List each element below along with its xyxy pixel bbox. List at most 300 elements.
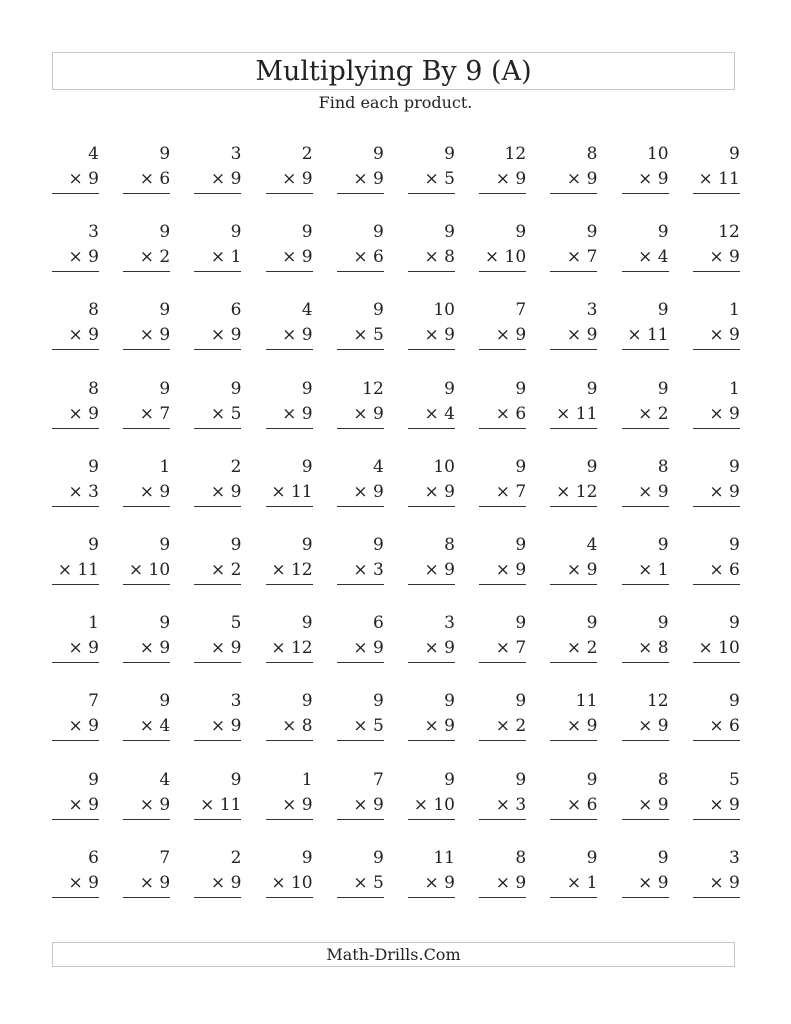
- answer-line: [194, 897, 241, 898]
- multiplicand: 8: [88, 300, 99, 321]
- multiplicand: 9: [586, 378, 598, 399]
- multiplicand: 9: [230, 222, 242, 243]
- multiplier: × 10: [271, 872, 313, 893]
- answer-line: [337, 819, 384, 820]
- multiplicand: 9: [372, 222, 384, 243]
- multiplier: × 9: [68, 872, 99, 893]
- multiplier: × 12: [271, 638, 313, 659]
- problem: [693, 537, 740, 597]
- problem: [479, 537, 526, 597]
- multiplier: × 2: [139, 247, 171, 268]
- multiplier: × 9: [139, 794, 171, 815]
- multiplier: × 8: [424, 247, 455, 268]
- multiplier: × 8: [638, 638, 669, 659]
- problem: [693, 302, 740, 362]
- answer-line: [550, 271, 597, 272]
- multiplicand: 9: [301, 691, 313, 712]
- problem: [622, 769, 669, 832]
- multiplicand: 3: [728, 847, 740, 868]
- answer-line: [266, 819, 313, 820]
- problem: [622, 456, 669, 519]
- multiplicand: 3: [444, 613, 455, 634]
- multiplier: × 9: [282, 794, 313, 815]
- multiplier: × 9: [709, 872, 740, 893]
- multiplicand: 9: [444, 769, 455, 790]
- problem: [337, 769, 384, 832]
- multiplier: × 9: [139, 325, 171, 346]
- problem: [622, 537, 669, 597]
- multiplier: × 10: [413, 794, 455, 815]
- answer-line: [622, 584, 669, 585]
- answer-line: [266, 662, 313, 663]
- multiplier: × 9: [566, 169, 598, 189]
- answer-line: [52, 428, 99, 429]
- multiplicand: 9: [372, 535, 384, 555]
- multiplier: × 11: [57, 560, 99, 580]
- problem: [479, 615, 526, 675]
- answer-line: [337, 428, 384, 429]
- problem: [622, 224, 669, 284]
- answer-line: [123, 193, 170, 194]
- answer-line: [550, 506, 597, 507]
- answer-line: [479, 740, 526, 741]
- multiplier: × 9: [638, 169, 669, 189]
- multiplier: × 5: [353, 716, 384, 737]
- multiplier: × 9: [139, 872, 171, 893]
- problem: [550, 302, 597, 362]
- problem: [408, 302, 455, 362]
- multiplicand: 9: [301, 847, 313, 868]
- multiplier: × 9: [68, 794, 99, 815]
- answer-line: [123, 740, 170, 741]
- multiplicand: 6: [88, 847, 99, 868]
- answer-line: [693, 271, 740, 272]
- answer-line: [479, 819, 526, 820]
- multiplier: × 10: [128, 560, 171, 580]
- problem: [194, 537, 241, 597]
- problem: [52, 456, 99, 519]
- multiplicand: 9: [515, 222, 527, 243]
- multiplicand: 9: [586, 456, 598, 477]
- problem: [194, 302, 241, 362]
- multiplier: × 11: [627, 325, 669, 346]
- multiplicand: 12: [718, 222, 740, 243]
- answer-line: [194, 349, 241, 350]
- problem: [194, 378, 242, 441]
- multiplier: × 9: [139, 638, 171, 659]
- answer-line: [337, 584, 384, 585]
- problem: [408, 456, 455, 519]
- multiplier: × 9: [709, 325, 740, 346]
- multiplicand: 8: [444, 535, 455, 555]
- answer-line: [266, 428, 313, 429]
- multiplicand: 1: [159, 456, 171, 477]
- answer-line: [408, 193, 455, 194]
- multiplicand: 8: [88, 378, 99, 399]
- problem: [266, 847, 313, 910]
- multiplicand: 9: [88, 456, 99, 477]
- multiplier: × 9: [68, 247, 99, 268]
- problem: [337, 456, 384, 519]
- problem: [123, 146, 170, 206]
- multiplicand: 9: [88, 769, 99, 790]
- multiplicand: 9: [728, 613, 740, 634]
- answer-line: [408, 506, 455, 507]
- problem: [693, 224, 740, 284]
- answer-line: [266, 271, 313, 272]
- multiplicand: 8: [586, 144, 598, 164]
- multiplier: × 9: [424, 638, 455, 659]
- problem: [123, 378, 171, 441]
- problem: [194, 769, 242, 832]
- answer-line: [693, 349, 740, 350]
- answer-line: [479, 506, 526, 507]
- problem: [693, 146, 740, 206]
- problem: [550, 537, 597, 597]
- multiplier: × 1: [638, 560, 669, 580]
- problem: [408, 615, 455, 675]
- multiplier: × 6: [709, 716, 740, 737]
- problem: [266, 693, 313, 753]
- problem: [693, 847, 740, 910]
- answer-line: [550, 584, 597, 585]
- multiplier: × 5: [424, 169, 455, 189]
- multiplier: × 9: [282, 247, 313, 268]
- multiplicand: 9: [586, 222, 598, 243]
- multiplicand: 4: [301, 300, 313, 321]
- problem: [194, 146, 241, 206]
- multiplicand: 8: [657, 456, 669, 477]
- instructions: Find each product.: [318, 93, 473, 112]
- multiplier: × 3: [68, 481, 99, 502]
- problem: [622, 615, 669, 675]
- problem: [693, 693, 740, 753]
- multiplicand: 9: [230, 378, 242, 399]
- multiplier: × 10: [698, 638, 740, 659]
- answer-line: [550, 193, 597, 194]
- multiplicand: 9: [657, 378, 669, 399]
- problem: [194, 224, 241, 284]
- answer-line: [479, 584, 526, 585]
- answer-line: [408, 819, 455, 820]
- multiplicand: 9: [657, 613, 669, 634]
- multiplicand: 9: [515, 535, 527, 555]
- multiplier: × 9: [353, 169, 384, 189]
- answer-line: [194, 819, 241, 820]
- multiplier: × 9: [282, 403, 313, 424]
- multiplier: × 9: [68, 716, 99, 737]
- answer-line: [123, 271, 170, 272]
- problem: [408, 146, 455, 206]
- multiplicand: 9: [444, 378, 455, 399]
- multiplier: × 9: [353, 794, 384, 815]
- problem: [123, 693, 170, 753]
- answer-line: [550, 428, 597, 429]
- problem: [337, 224, 384, 284]
- problem: [408, 769, 455, 832]
- multiplicand: 6: [230, 300, 242, 321]
- multiplier: × 9: [424, 872, 455, 893]
- multiplicand: 3: [230, 144, 242, 164]
- multiplier: × 12: [271, 560, 313, 580]
- multiplicand: 1: [728, 300, 740, 321]
- problem: [266, 537, 313, 597]
- answer-line: [266, 897, 313, 898]
- multiplier: × 3: [495, 794, 527, 815]
- multiplicand: 4: [372, 456, 384, 477]
- answer-line: [622, 506, 669, 507]
- multiplicand: 9: [657, 535, 669, 555]
- problem: [52, 302, 99, 362]
- multiplicand: 9: [515, 378, 527, 399]
- multiplier: × 9: [210, 638, 242, 659]
- multiplicand: 9: [515, 691, 527, 712]
- answer-line: [123, 819, 170, 820]
- problem: [622, 146, 669, 206]
- answer-line: [550, 740, 597, 741]
- problem: [52, 847, 99, 910]
- problem: [337, 146, 384, 206]
- problem: [194, 693, 241, 753]
- multiplicand: 9: [159, 378, 171, 399]
- multiplier: × 9: [353, 403, 384, 424]
- multiplicand: 9: [586, 847, 598, 868]
- multiplier: × 11: [271, 481, 313, 502]
- multiplicand: 9: [372, 144, 384, 164]
- problem: [550, 615, 597, 675]
- multiplicand: 9: [301, 222, 313, 243]
- problem: [408, 378, 455, 441]
- problem: [622, 302, 669, 362]
- multiplier: × 9: [424, 481, 455, 502]
- multiplicand: 9: [657, 847, 669, 868]
- answer-line: [52, 584, 99, 585]
- multiplier: × 5: [210, 403, 242, 424]
- multiplier: × 9: [566, 560, 598, 580]
- answer-line: [52, 193, 99, 194]
- multiplier: × 6: [139, 169, 171, 189]
- answer-line: [693, 662, 740, 663]
- answer-line: [266, 193, 313, 194]
- problem: [550, 693, 597, 753]
- multiplier: × 2: [210, 560, 242, 580]
- answer-line: [693, 506, 740, 507]
- multiplicand: 4: [586, 535, 598, 555]
- multiplier: × 9: [709, 247, 740, 268]
- answer-line: [408, 428, 455, 429]
- multiplicand: 9: [728, 535, 740, 555]
- answer-line: [479, 662, 526, 663]
- answer-line: [337, 740, 384, 741]
- multiplicand: 9: [372, 691, 384, 712]
- multiplicand: 6: [372, 613, 384, 634]
- multiplier: × 2: [638, 403, 669, 424]
- problem: [123, 537, 170, 597]
- answer-line: [266, 584, 313, 585]
- multiplicand: 7: [372, 769, 384, 790]
- answer-line: [622, 349, 669, 350]
- multiplicand: 9: [515, 456, 527, 477]
- problem: [622, 378, 669, 441]
- multiplier: × 6: [709, 560, 740, 580]
- multiplier: × 9: [210, 872, 242, 893]
- problem: [266, 146, 313, 206]
- answer-line: [123, 428, 170, 429]
- multiplicand: 9: [586, 769, 598, 790]
- multiplicand: 9: [301, 378, 313, 399]
- problem: [123, 302, 170, 362]
- problem: [622, 847, 669, 910]
- answer-line: [337, 193, 384, 194]
- multiplicand: 9: [159, 144, 171, 164]
- multiplier: × 11: [698, 169, 740, 189]
- problem: [479, 769, 527, 832]
- multiplier: × 9: [68, 169, 99, 189]
- multiplier: × 9: [210, 716, 242, 737]
- multiplier: × 3: [353, 560, 384, 580]
- multiplicand: 8: [515, 847, 527, 868]
- multiplicand: 7: [515, 300, 527, 321]
- problem: [550, 769, 598, 832]
- answer-line: [693, 193, 740, 194]
- problem: [408, 537, 455, 597]
- problem: [266, 615, 313, 675]
- multiplicand: 1: [728, 378, 740, 399]
- multiplier: × 1: [210, 247, 242, 268]
- multiplicand: 9: [444, 222, 455, 243]
- multiplicand: 11: [575, 691, 598, 712]
- answer-line: [550, 819, 597, 820]
- multiplicand: 1: [88, 613, 99, 634]
- answer-line: [408, 584, 455, 585]
- multiplicand: 9: [159, 535, 171, 555]
- answer-line: [194, 740, 241, 741]
- multiplier: × 7: [566, 247, 598, 268]
- multiplicand: 9: [728, 691, 740, 712]
- footer-text: Math-Drills.Com: [326, 945, 461, 964]
- multiplier: × 9: [638, 716, 669, 737]
- answer-line: [337, 506, 384, 507]
- answer-line: [622, 819, 669, 820]
- multiplier: × 5: [353, 872, 384, 893]
- problem: [479, 224, 526, 284]
- problem: [266, 456, 313, 519]
- answer-line: [693, 897, 740, 898]
- problem: [194, 615, 241, 675]
- problem: [52, 378, 99, 441]
- answer-line: [408, 662, 455, 663]
- multiplicand: 8: [657, 769, 669, 790]
- multiplicand: 4: [159, 769, 171, 790]
- answer-line: [550, 897, 597, 898]
- footer-box: [52, 942, 735, 967]
- answer-line: [52, 740, 99, 741]
- multiplier: × 9: [709, 403, 740, 424]
- multiplicand: 10: [433, 456, 455, 477]
- multiplier: × 9: [210, 169, 242, 189]
- problem: [408, 847, 455, 910]
- multiplier: × 9: [68, 403, 99, 424]
- answer-line: [622, 193, 669, 194]
- problem: [622, 693, 669, 753]
- problem: [479, 847, 527, 910]
- problem: [550, 224, 597, 284]
- problem: [52, 146, 99, 206]
- answer-line: [194, 428, 241, 429]
- answer-line: [479, 428, 526, 429]
- multiplier: × 6: [495, 403, 527, 424]
- worksheet-title: Multiplying By 9 (A): [255, 55, 532, 87]
- answer-line: [622, 897, 669, 898]
- answer-line: [408, 349, 455, 350]
- multiplier: × 4: [139, 716, 171, 737]
- multiplicand: 9: [444, 144, 455, 164]
- answer-line: [123, 662, 170, 663]
- multiplier: × 9: [68, 325, 99, 346]
- multiplicand: 3: [586, 300, 598, 321]
- answer-line: [622, 662, 669, 663]
- multiplicand: 2: [301, 144, 313, 164]
- problem: [123, 615, 170, 675]
- problem: [194, 847, 242, 910]
- problem: [337, 537, 384, 597]
- problem: [337, 693, 384, 753]
- answer-line: [123, 584, 170, 585]
- multiplier: × 9: [424, 560, 455, 580]
- multiplier: × 9: [638, 481, 669, 502]
- answer-line: [123, 349, 170, 350]
- problem: [550, 456, 598, 519]
- answer-line: [266, 349, 313, 350]
- multiplicand: 7: [159, 847, 171, 868]
- multiplicand: 9: [515, 613, 527, 634]
- multiplier: × 9: [566, 325, 598, 346]
- answer-line: [337, 349, 384, 350]
- answer-line: [194, 271, 241, 272]
- multiplier: × 6: [566, 794, 598, 815]
- answer-line: [479, 897, 526, 898]
- multiplier: × 7: [495, 481, 527, 502]
- answer-line: [479, 271, 526, 272]
- problem: [337, 378, 384, 441]
- problem: [550, 378, 598, 441]
- answer-line: [408, 897, 455, 898]
- answer-line: [52, 271, 99, 272]
- multiplier: × 9: [210, 325, 242, 346]
- problem: [693, 615, 740, 675]
- answer-line: [266, 740, 313, 741]
- multiplicand: 9: [230, 769, 242, 790]
- problem: [123, 847, 171, 910]
- problem: [693, 769, 740, 832]
- multiplier: × 9: [709, 481, 740, 502]
- problem: [266, 769, 313, 832]
- answer-line: [408, 740, 455, 741]
- answer-line: [52, 506, 99, 507]
- multiplier: × 5: [353, 325, 384, 346]
- multiplier: × 4: [424, 403, 455, 424]
- multiplicand: 9: [159, 613, 171, 634]
- problem: [266, 378, 313, 441]
- multiplicand: 9: [372, 300, 384, 321]
- multiplier: × 9: [495, 560, 527, 580]
- problem: [337, 302, 384, 362]
- multiplicand: 12: [362, 378, 384, 399]
- multiplier: × 4: [638, 247, 669, 268]
- problem: [479, 456, 527, 519]
- multiplicand: 9: [301, 613, 313, 634]
- multiplier: × 9: [68, 638, 99, 659]
